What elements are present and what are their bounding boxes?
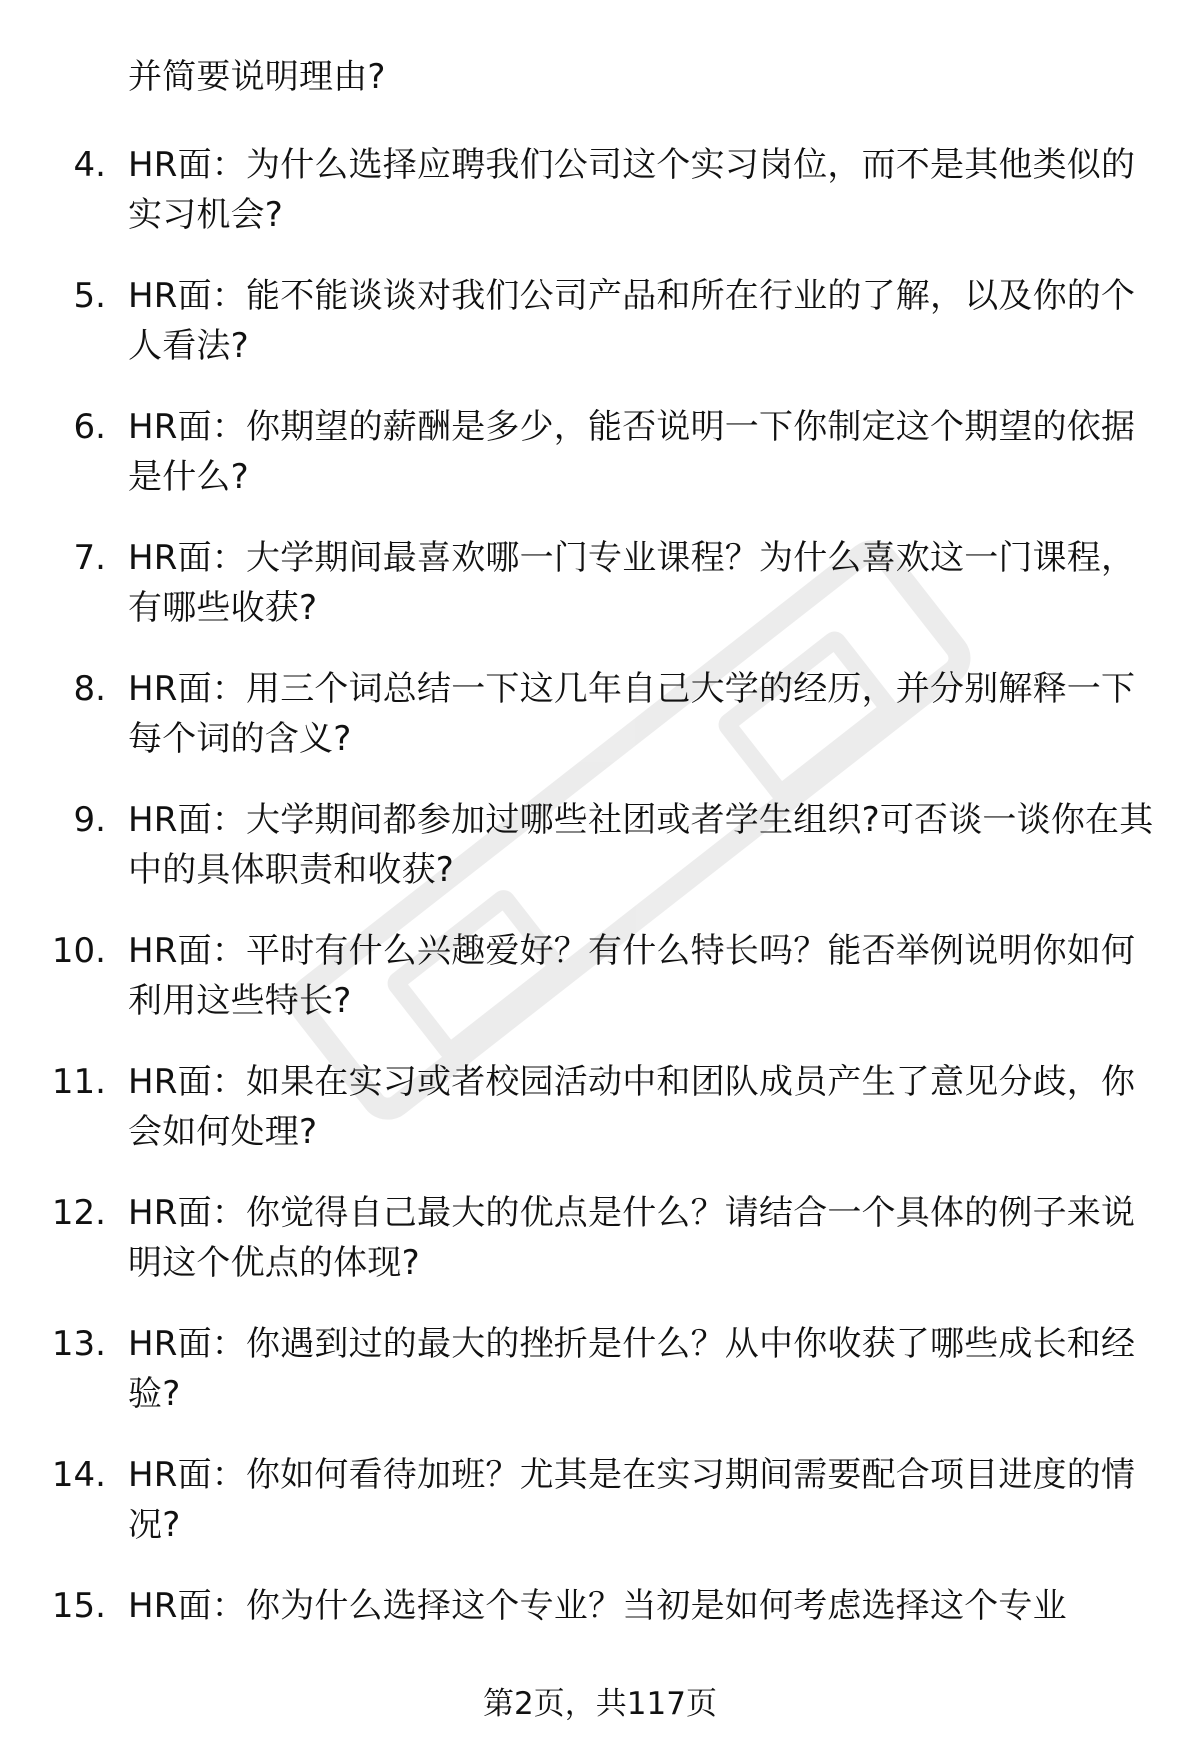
question-text: HR面：用三个词总结一下这几年自己大学的经历，并分别解释一下每个词的含义? [128, 669, 1136, 759]
question-text: HR面：能不能谈谈对我们公司产品和所在行业的了解，以及你的个人看法? [128, 276, 1136, 366]
question-text: HR面：你遇到过的最大的挫折是什么？从中你收获了哪些成长和经验? [128, 1324, 1136, 1414]
question-text: HR面：如果在实习或者校园活动中和团队成员产生了意见分歧，你会如何处理? [128, 1062, 1136, 1152]
question-text: HR面：你觉得自己最大的优点是什么？请结合一个具体的例子来说明这个优点的体现? [128, 1193, 1136, 1283]
question-text: HR面：大学期间最喜欢哪一门专业课程？为什么喜欢这一门课程，有哪些收获? [128, 538, 1136, 628]
question-item [0, 402, 1200, 533]
question-item [0, 664, 1200, 795]
question-number: 9. [73, 800, 106, 840]
continued-question-text: 并简要说明理由? [128, 57, 386, 97]
question-number: 5. [73, 276, 106, 316]
question-number: 13. [51, 1324, 106, 1364]
question-number: 11. [51, 1062, 106, 1102]
question-item [0, 1057, 1200, 1188]
question-number: 10. [51, 931, 106, 971]
question-text: HR面：你期望的薪酬是多少，能否说明一下你制定这个期望的依据是什么? [128, 407, 1136, 497]
question-text: HR面：为什么选择应聘我们公司这个实习岗位，而不是其他类似的实习机会? [128, 145, 1136, 235]
question-text: HR面：平时有什么兴趣爱好？有什么特长吗？能否举例说明你如何利用这些特长? [128, 931, 1136, 1021]
question-number: 7. [73, 538, 106, 578]
question-item [0, 1319, 1200, 1450]
question-item [0, 795, 1200, 926]
question-text: HR面：你如何看待加班？尤其是在实习期间需要配合项目进度的情况? [128, 1455, 1136, 1545]
question-item [0, 533, 1200, 664]
question-item [0, 926, 1200, 1057]
question-item [0, 1188, 1200, 1319]
question-number: 15. [51, 1586, 106, 1626]
question-item [0, 271, 1200, 402]
page-number-footer: 第2页，共117页 [483, 1686, 717, 1722]
question-number: 4. [73, 145, 106, 185]
question-number: 12. [51, 1193, 106, 1233]
question-list [0, 140, 1200, 1712]
question-number: 14. [51, 1455, 106, 1495]
question-number: 6. [73, 407, 106, 447]
question-text: HR面：你为什么选择这个专业？当初是如何考虑选择这个专业 [128, 1586, 1067, 1626]
question-number: 8. [73, 669, 106, 709]
question-item [0, 140, 1200, 271]
question-text: HR面：大学期间都参加过哪些社团或者学生组织?可否谈一谈你在其中的具体职责和收获? [128, 800, 1154, 890]
question-item [0, 1450, 1200, 1581]
